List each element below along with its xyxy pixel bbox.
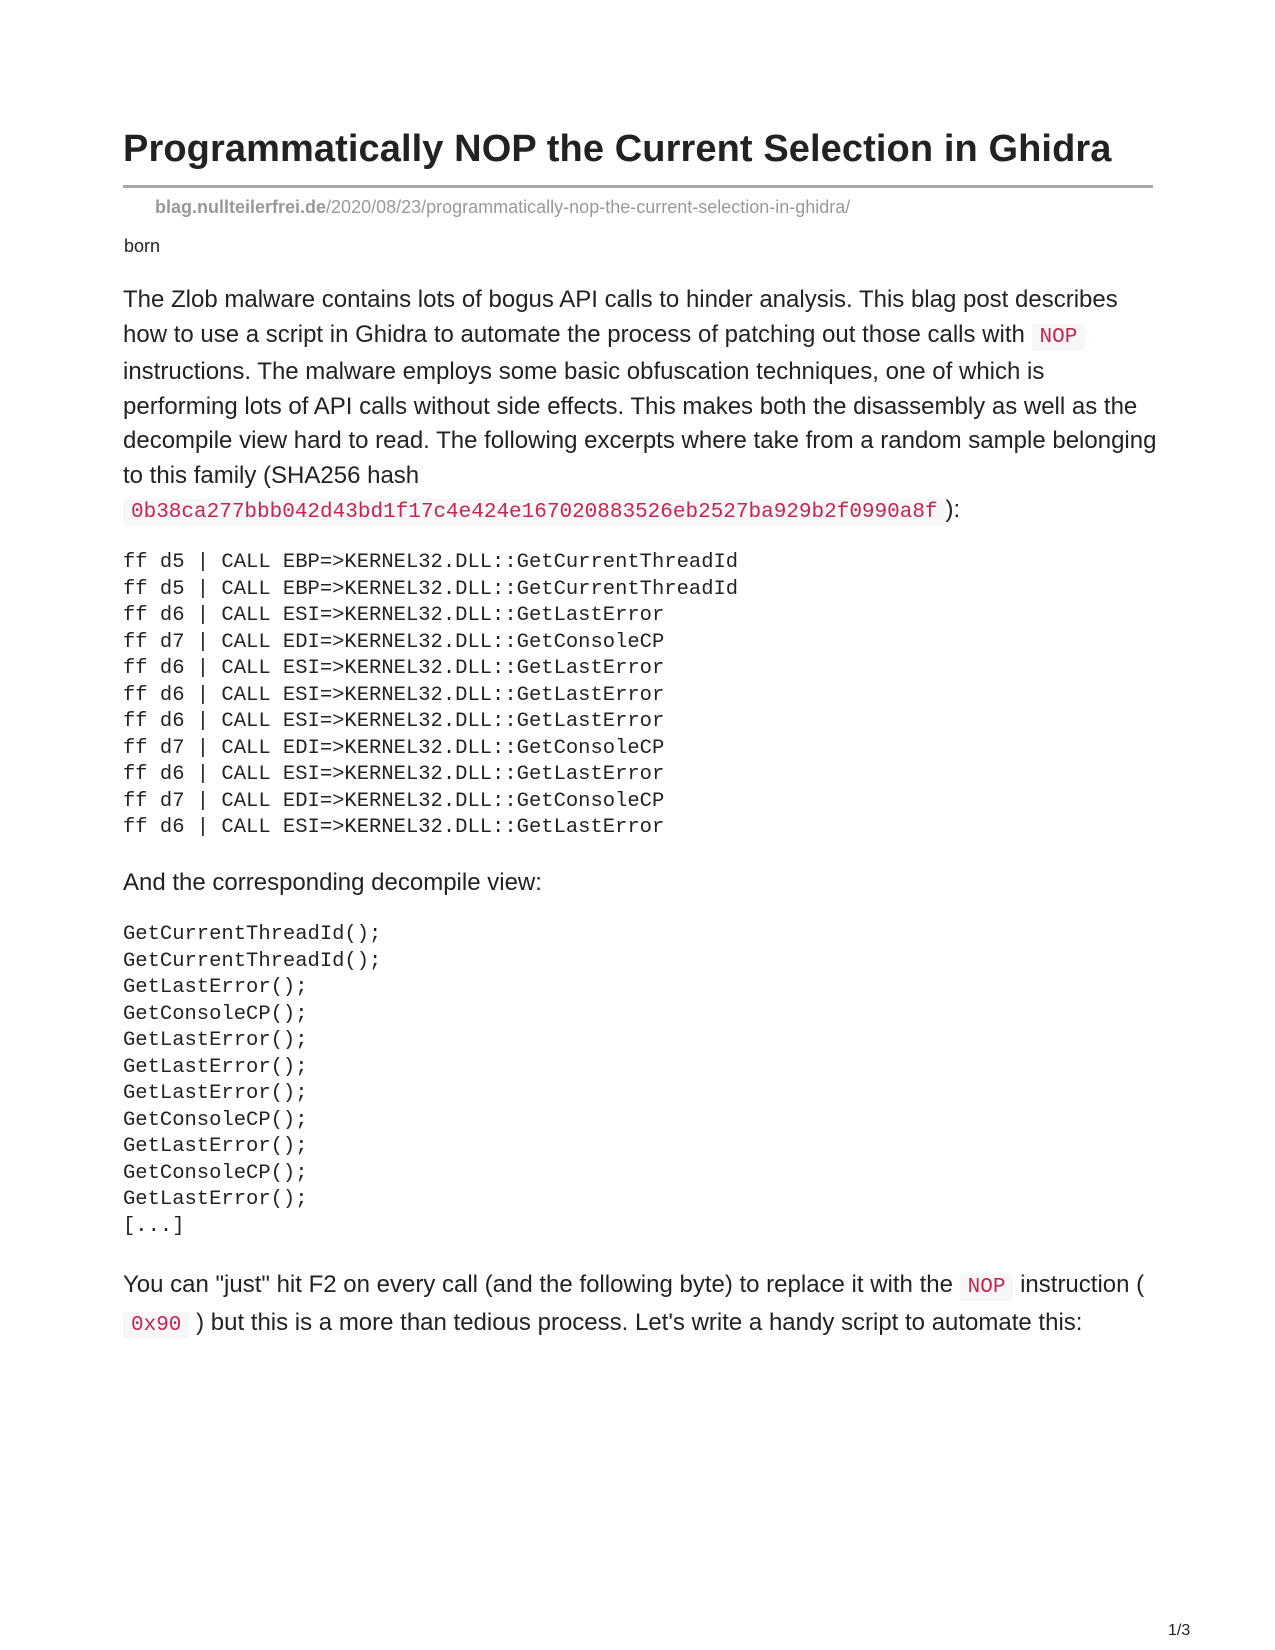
outro-text-1: You can "just" hit F2 on every call (and the following byte) to replace it with the — [123, 1271, 953, 1298]
outro-paragraph — [123, 1268, 1163, 1343]
code-line: ff d5 | CALL EBP=>KERNEL32.DLL::GetCurrentThreadId — [123, 577, 739, 601]
code-line: ff d7 | CALL EDI=>KERNEL32.DLL::GetConsoleCP — [123, 789, 665, 813]
code-line: GetLastError(); — [123, 1082, 308, 1105]
code-line: ff d6 | CALL ESI=>KERNEL32.DLL::GetLastError — [123, 710, 665, 733]
source-url[interactable] — [155, 197, 850, 218]
page-number: 1/3 — [1168, 1622, 1191, 1639]
outro-text-2: instruction ( — [1020, 1271, 1145, 1298]
code-line: GetConsoleCP(); — [123, 1108, 308, 1132]
code-line: ff d7 | CALL EDI=>KERNEL32.DLL::GetConsoleCP — [123, 736, 665, 760]
code-line: ff d7 | CALL EDI=>KERNEL32.DLL::GetConsoleCP — [123, 630, 665, 654]
code-line: GetLastError(); — [123, 1029, 308, 1052]
intro-text-2: instructions. The malware employs some basic obfuscation techniques, one of which is performing lots of API calls without side effects. This makes both the disassembly as well as the decompile view hard to read. The following excerpts where take from a random sample belonging to this family (SHA256 hash — [123, 358, 1157, 489]
code-line: GetCurrentThreadId(); — [123, 923, 382, 946]
outro-text-3: ) but this is a more than tedious process. Let's write a handy script to automate this: — [196, 1308, 1083, 1336]
code-line: ff d6 | CALL ESI=>KERNEL32.DLL::GetLastError — [123, 816, 665, 839]
inline-code-0x90: 0x90 — [123, 1312, 189, 1339]
inline-code-sha256-hash: 0b38ca277bbb042d43bd1f17c4e424e167020883526eb2527ba929b2f0990a8f — [123, 499, 946, 526]
source-domain: blag.nullteilerfrei.de — [155, 197, 327, 217]
code-line: GetLastError(); — [123, 1188, 308, 1211]
intro-paragraph — [123, 283, 1163, 531]
intro-text-3: ): — [945, 496, 961, 523]
title-divider — [123, 185, 1153, 188]
code-line: GetConsoleCP(); — [123, 1002, 308, 1026]
code-line: ff d6 | CALL ESI=>KERNEL32.DLL::GetLastError — [123, 763, 665, 786]
code-line: GetLastError(); — [123, 1055, 308, 1079]
code-line: GetLastError(); — [123, 976, 308, 999]
code-line: GetLastError(); — [123, 1135, 308, 1158]
code-line: GetCurrentThreadId(); — [123, 949, 382, 973]
inline-code-nop: NOP — [960, 1274, 1014, 1301]
code-line: ff d6 | CALL ESI=>KERNEL32.DLL::GetLastError — [123, 683, 665, 707]
code-line: GetConsoleCP(); — [123, 1161, 308, 1185]
inline-code-nop: NOP — [1032, 324, 1086, 351]
decompile-code-block — [123, 922, 381, 1240]
author-byline: born — [124, 236, 161, 256]
decompile-intro-paragraph: And the corresponding decompile view: — [123, 869, 542, 896]
disassembly-code-block — [123, 550, 738, 842]
intro-text-1: The Zlob malware contains lots of bogus API calls to hinder analysis. This blag post describes how to use a script in Ghidra to automate the process of patching out those calls with — [123, 286, 1118, 348]
page-title: Programmatically NOP the Current Selection in Ghidra — [123, 128, 1112, 170]
source-path: /2020/08/23/programmatically-nop-the-current-selection-in-ghidra/ — [326, 197, 851, 217]
code-line: ff d6 | CALL ESI=>KERNEL32.DLL::GetLastError — [123, 604, 665, 627]
code-line: ff d5 | CALL EBP=>KERNEL32.DLL::GetCurrentThreadId — [123, 551, 739, 574]
code-line: [...] — [123, 1214, 185, 1238]
code-line: ff d6 | CALL ESI=>KERNEL32.DLL::GetLastError — [123, 657, 665, 680]
